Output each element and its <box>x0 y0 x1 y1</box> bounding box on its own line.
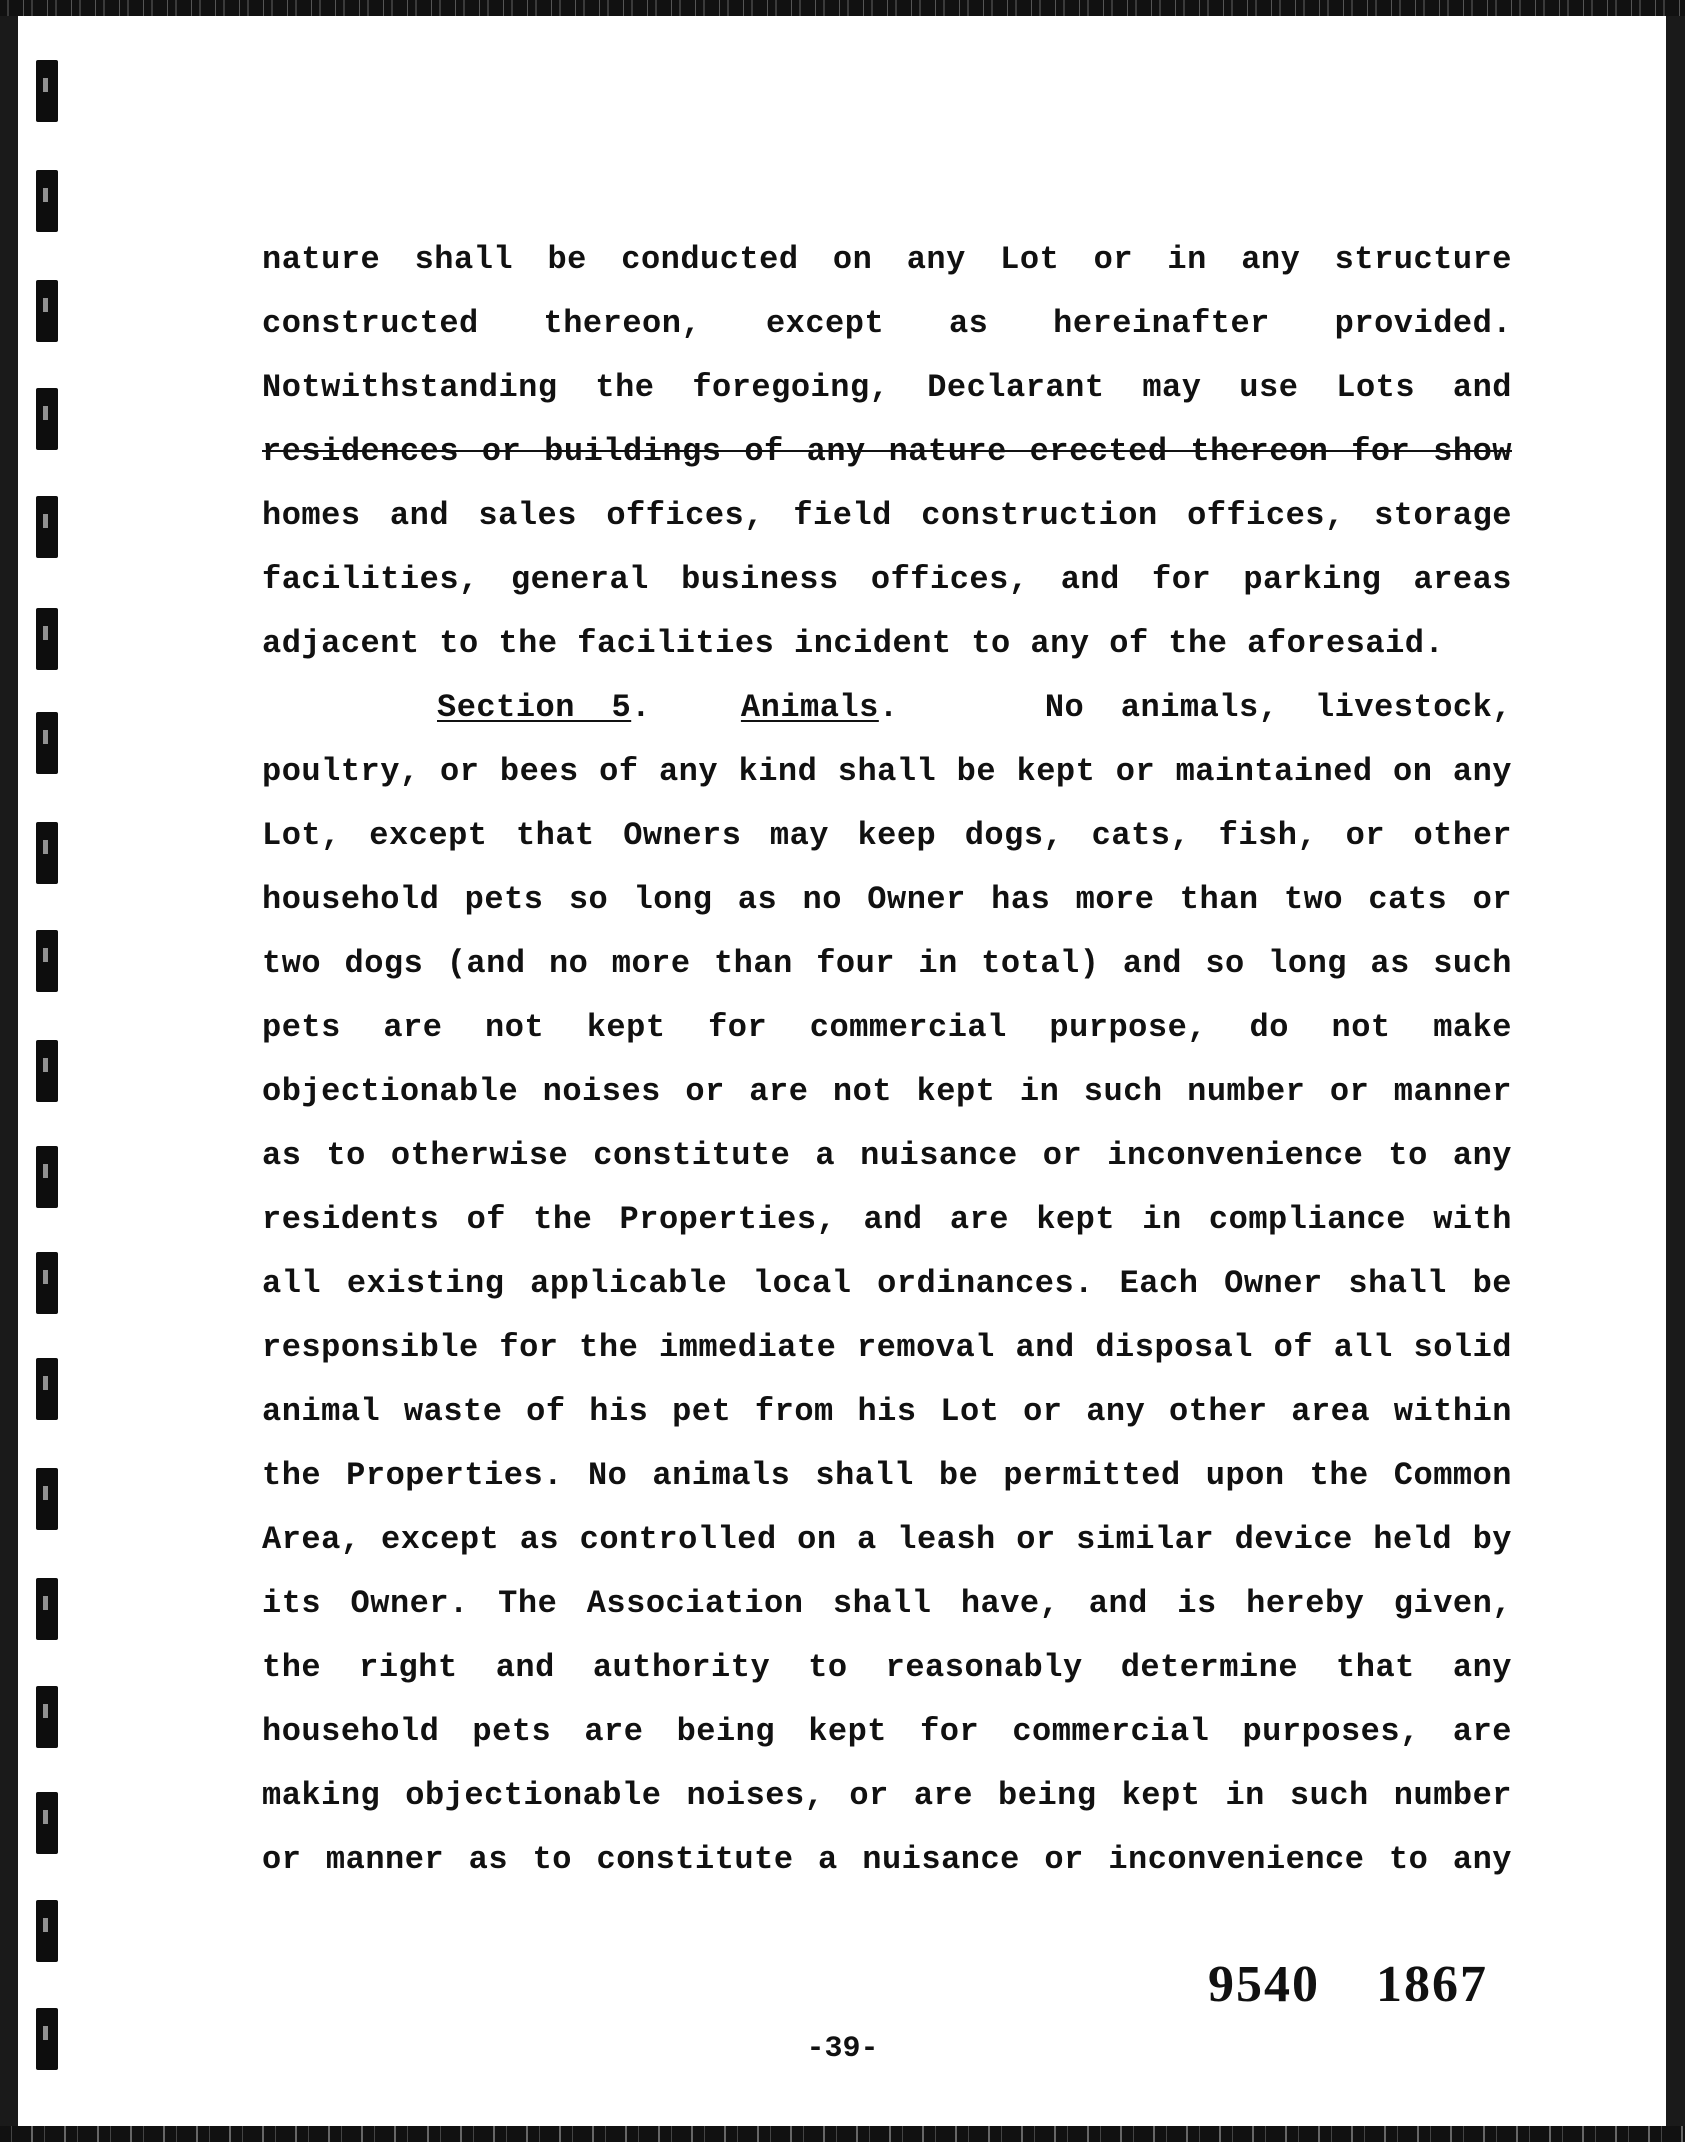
text-line: as to otherwise constitute a nuisance or inconvenience to any <box>262 1137 1512 1174</box>
struck-text: residences or buildings of any nature erected thereon for show <box>262 433 1512 470</box>
text-line: objectionable noises or are not kept in such number or manner <box>262 1073 1512 1110</box>
recording-page: 1867 <box>1376 1956 1488 2013</box>
binder-mark <box>36 822 58 884</box>
section-first-line-text: No animals, livestock, <box>1044 689 1513 726</box>
text-line: Lot, except that Owners may keep dogs, cats, fish, or other <box>262 817 1512 854</box>
text-line: constructed thereon, except as hereinafter provided. <box>262 305 1512 342</box>
binder-mark <box>36 1358 58 1420</box>
text-line: adjacent to the facilities incident to any of the aforesaid. <box>262 625 1445 662</box>
binder-mark <box>36 1792 58 1854</box>
text-line: pets are not kept for commercial purpose, do not make <box>262 1009 1512 1046</box>
binder-mark <box>36 1252 58 1314</box>
text-line: residents of the Properties, and are kept in compliance with <box>262 1201 1512 1238</box>
binder-mark <box>36 1686 58 1748</box>
text-line: or manner as to constitute a nuisance or inconvenience to any <box>262 1841 1512 1878</box>
recording-number <box>1208 1955 1488 2014</box>
text-line: nature shall be conducted on any Lot or in any structure <box>262 241 1512 278</box>
binder-hole-marks <box>36 40 60 2080</box>
text-line: poultry, or bees of any kind shall be kept or maintained on any <box>262 753 1512 790</box>
text-line: all existing applicable local ordinances. Each Owner shall be <box>262 1265 1512 1302</box>
section-number: Section 5 <box>437 689 632 726</box>
text-line: animal waste of his pet from his Lot or any other area within <box>262 1393 1512 1430</box>
binder-mark <box>36 60 58 122</box>
text-line: two dogs (and no more than four in total) and so long as such <box>262 945 1512 982</box>
binder-mark <box>36 280 58 342</box>
text-line-struck <box>262 420 1512 484</box>
binder-mark <box>36 1578 58 1640</box>
text-line: facilities, general business offices, and for parking areas <box>262 561 1512 598</box>
text-line: its Owner. The Association shall have, and is hereby given, <box>262 1585 1512 1622</box>
binder-mark <box>36 930 58 992</box>
scan-border-bottom <box>0 2126 1685 2142</box>
binder-mark <box>36 1468 58 1530</box>
text-line: household pets are being kept for commercial purposes, are <box>262 1713 1512 1750</box>
text-line: household pets so long as no Owner has more than two cats or <box>262 881 1512 918</box>
binder-mark <box>36 1040 58 1102</box>
section-heading-line: Section 5. Animals. No animals, livestock, <box>437 689 1513 726</box>
binder-mark <box>36 608 58 670</box>
binder-mark <box>36 712 58 774</box>
page-number: -39- <box>806 2032 879 2066</box>
text-line: the Properties. No animals shall be permitted upon the Common <box>262 1457 1512 1494</box>
text-line: making objectionable noises, or are being kept in such number <box>262 1777 1512 1814</box>
text-line: Area, except as controlled on a leash or similar device held by <box>262 1521 1512 1558</box>
text-line: responsible for the immediate removal and disposal of all solid <box>262 1329 1512 1366</box>
binder-mark <box>36 388 58 450</box>
text-line: Notwithstanding the foregoing, Declarant may use Lots and <box>262 369 1512 406</box>
binder-mark <box>36 170 58 232</box>
body-text <box>262 228 1512 1892</box>
text-line: homes and sales offices, field construction offices, storage <box>262 497 1512 534</box>
binder-mark <box>36 1900 58 1962</box>
text-line: the right and authority to reasonably determine that any <box>262 1649 1512 1686</box>
scan-border-top <box>0 0 1685 16</box>
section-title: Animals <box>740 689 879 726</box>
binder-mark <box>36 496 58 558</box>
recording-book: 9540 <box>1208 1956 1320 2013</box>
binder-mark <box>36 1146 58 1208</box>
